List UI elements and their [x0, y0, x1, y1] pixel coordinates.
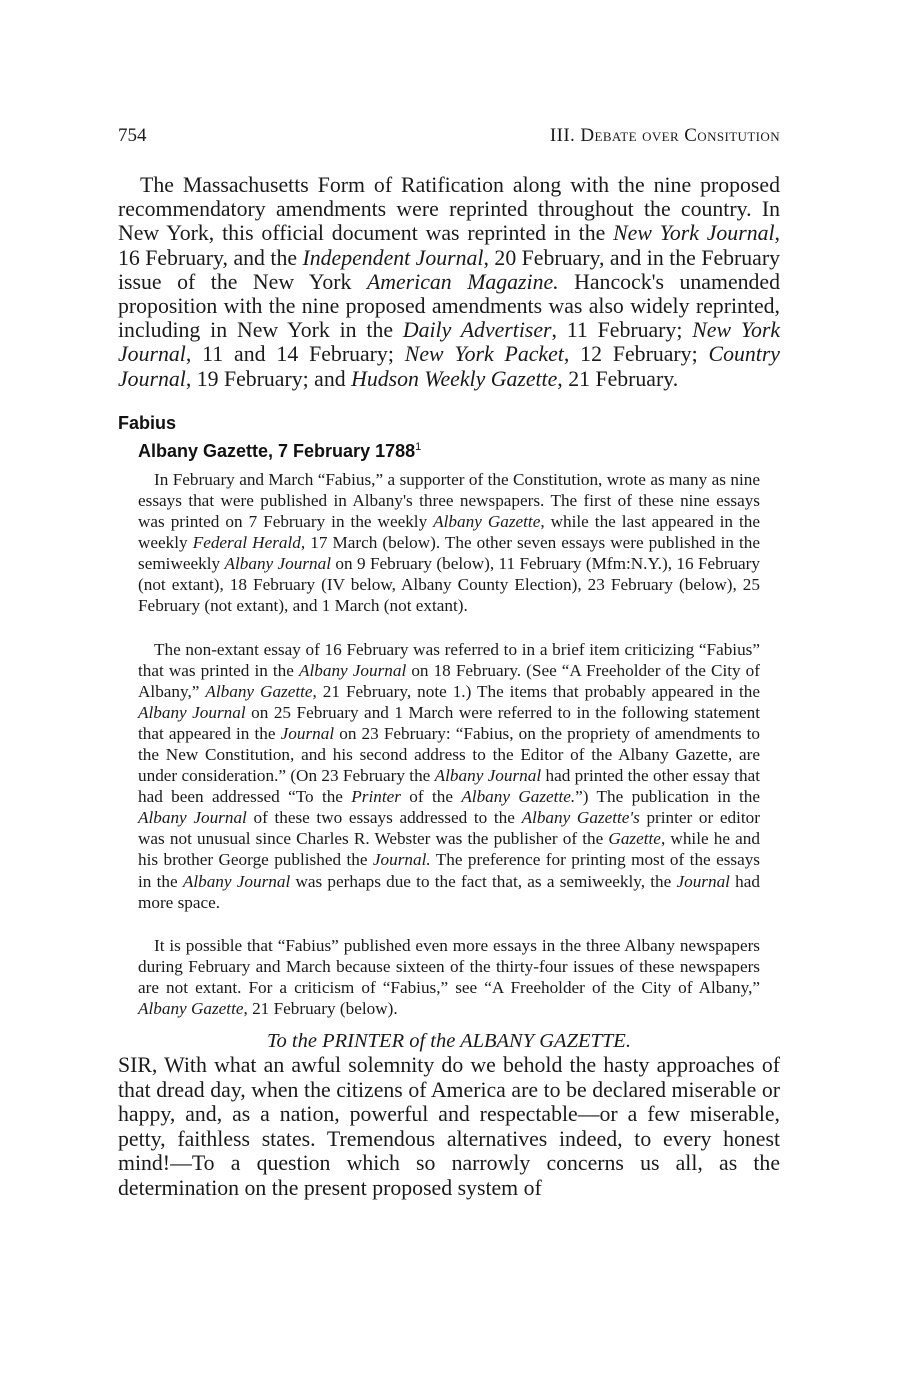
headnote-text: , 17 March (below). The other seven essays were published in the semiweekly [138, 533, 760, 574]
footnote-marker: 1 [415, 441, 422, 453]
intro-text: , 21 February. [557, 366, 679, 391]
intro-text: , 16 February, and the [118, 221, 780, 270]
newspaper-title: Albany Gazette. [461, 787, 576, 807]
newspaper-title: Journal. [372, 850, 431, 870]
newspaper-title: Journal [676, 871, 730, 891]
essay-source-heading [138, 441, 421, 462]
newspaper-title: Albany Gazette [433, 512, 541, 532]
page-number: 754 [118, 125, 147, 146]
newspaper-title: Independent Journal [302, 245, 484, 270]
headnote-text: of these two essays addressed to the [246, 808, 522, 828]
newspaper-title: New York Journal [613, 221, 775, 246]
headnote-text: , 21 February (below). [243, 999, 398, 1019]
newspaper-title: Hudson Weekly Gazette [351, 366, 558, 391]
running-head [118, 125, 780, 153]
newspaper-title: New York Packet [404, 342, 564, 367]
headnote-paragraph-3 [138, 935, 760, 1019]
headnote-text: It is possible that “Fabius” published even more essays in the three Albany newspapers during February and March because sixteen of the thirty-four issues of these newspapers are not extant. For a criticism of “Fabius,” see “A Freeholder of the City of Albany,” [138, 936, 760, 998]
newspaper-title: Albany Journal [182, 871, 291, 891]
intro-text: , 20 February, and in the February issue of the New York [118, 245, 780, 294]
intro-text: , 19 February; and [185, 366, 352, 391]
newspaper-title: Albany Journal [138, 808, 247, 828]
headnote-text: , while he and his brother George published the [138, 829, 760, 870]
emphasis: Printer [351, 787, 401, 807]
headnote-text: The preference for printing most of the essays in the [138, 850, 760, 891]
newspaper-title: Albany Journal [224, 554, 332, 574]
newspaper-title: American Magazine. [366, 269, 559, 294]
newspaper-title: Albany Journal [434, 766, 542, 786]
headnote-text: on 25 February and 1 March were referred to in the following statement that appeared in the [138, 703, 761, 744]
letter-body: SIR, With what an awful solemnity do we behold the hasty approaches of that dread day, when the citizens of America are to be declared miserable or happy, and, as a nation, powerful and respectable—or a few miserable, petty, faithless states. Tremendous alternatives indeed, to every honest mind!—To a question which so narrowly concerns us all, as the determination on the present proposed system of [118, 1053, 780, 1200]
newspaper-title: Albany Journal [298, 661, 407, 681]
essay-author-heading: Fabius [118, 413, 177, 433]
headnote-text: , while the last appeared in the weekly [138, 512, 761, 553]
newspaper-title: Albany Gazette [205, 682, 313, 702]
intro-text: The Massachusetts Form of Ratification along with the nine proposed recommendatory amendments were reprinted throughout the country. In New York, this official document was reprinted in the [118, 173, 780, 246]
newspaper-title: Federal Herald [192, 533, 301, 553]
headnote-text: on 18 February. (See “A Freeholder of the City of Albany,” [138, 661, 761, 702]
newspaper-title: Albany Journal [138, 703, 246, 723]
headnote-text: printer or editor was not unusual since Charles R. Webster was the publisher of the [138, 808, 760, 849]
headnote-text: had more space. [138, 871, 760, 912]
running-title: III. Debate over Consitution [549, 125, 780, 146]
headnote-text: ”) The publication in the [575, 787, 761, 807]
headnote-text: The non-extant essay of 16 February was referred to in a brief item criticizing “Fabius” that was printed in the [138, 640, 760, 681]
headnote-text: , 21 February, note 1.) The items that probably appeared in the [312, 682, 760, 702]
letter-address: To the PRINTER of the ALBANY GAZETTE. [267, 1030, 631, 1052]
headnote-text: In February and March “Fabius,” a supporter of the Constitution, wrote as many as nine essays that were published in Albany's three newspapers. The first of these nine essays was printed on 7 February in the weekly [138, 470, 760, 532]
intro-text: , 11 February; [551, 318, 693, 343]
intro-text: , 11 and 14 February; [185, 342, 405, 367]
headnote-text: of the [400, 787, 462, 807]
newspaper-title: Gazette [608, 829, 661, 849]
headnote-paragraph-2 [138, 639, 760, 913]
headnote-text: on 23 February: “Fabius, on the propriety of amendments to the New Constitution, and his second address to the Editor of the Albany Gazette, are under consideration.” (On 23 February the [138, 724, 760, 786]
headnote-text: had printed the other essay that had been addressed “To the [138, 766, 760, 807]
newspaper-title: Country Journal [118, 342, 780, 391]
newspaper-title: Albany Gazette [138, 999, 244, 1019]
headnote-text: was perhaps due to the fact that, as a semiweekly, the [290, 871, 677, 891]
newspaper-title: New York Journal [118, 318, 780, 367]
intro-paragraph [118, 173, 780, 391]
intro-text: Hancock's unamended proposition with the nine proposed amendments was also widely reprinted, including in New York in the [118, 269, 780, 343]
intro-text: , 12 February; [563, 342, 709, 367]
headnote-paragraph-1 [138, 469, 760, 616]
newspaper-title: Journal [280, 724, 335, 744]
headnote-text: on 9 February (below), 11 February (Mfm:N.Y.), 16 February (not extant), 18 February (IV below, Albany County Election), 23 February (below), 25 February (not extant), and 1 March (not extant). [138, 554, 760, 616]
source-title: Albany Gazette, 7 February 1788 [138, 441, 416, 461]
newspaper-title: Daily Advertiser [402, 318, 552, 343]
newspaper-title: Albany Gazette's [521, 808, 640, 828]
